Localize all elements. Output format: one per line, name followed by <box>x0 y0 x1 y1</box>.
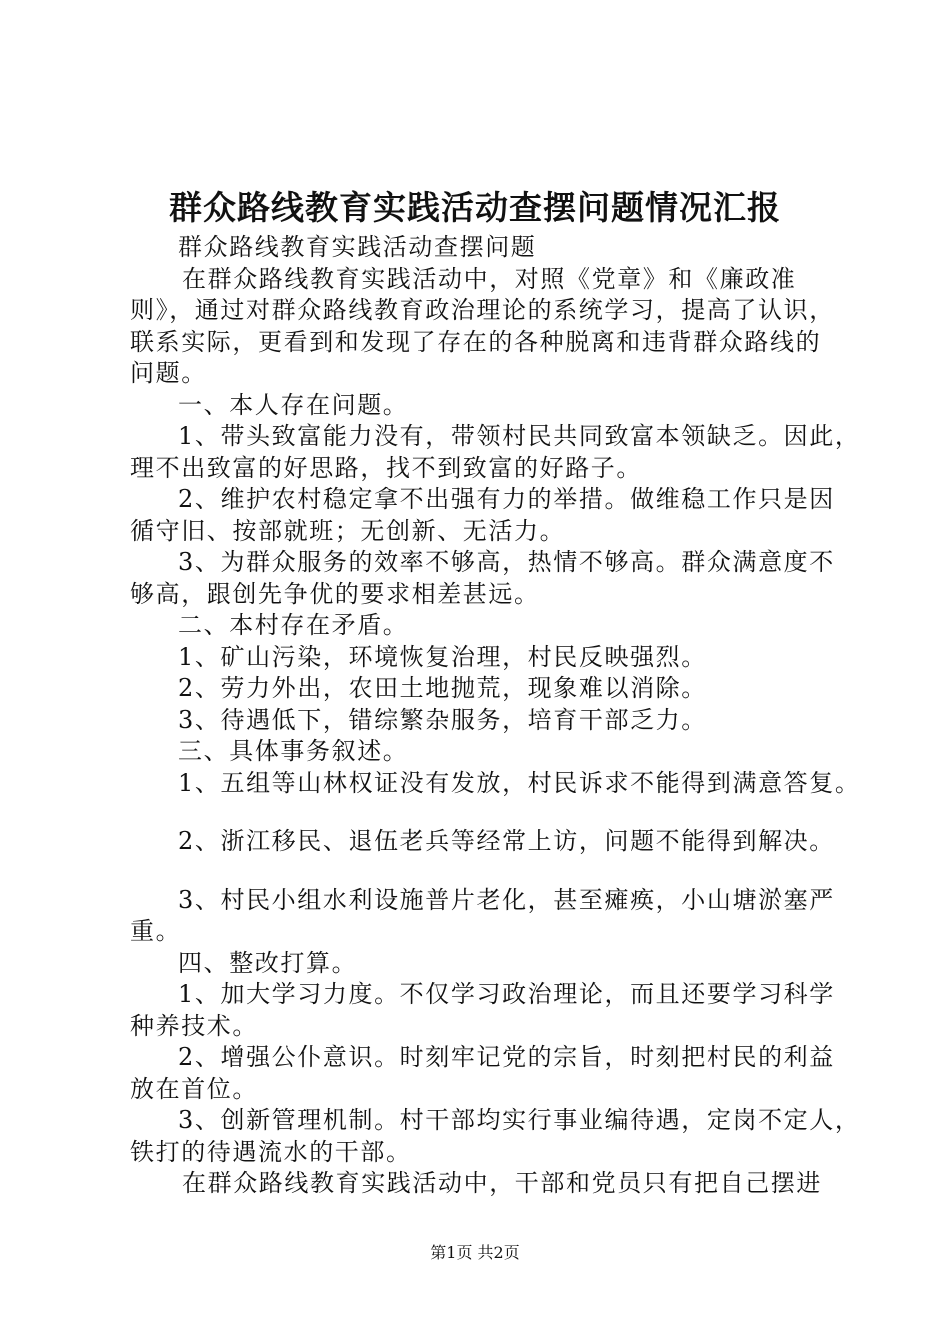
paragraph-line: 够高，跟创先争优的要求相差甚远。 <box>130 579 540 608</box>
paragraph-line: 铁打的待遇流水的干部。 <box>130 1137 412 1166</box>
paragraph-line: 2、浙江移民、退伍老兵等经常上访，问题不能得到解决。 <box>178 827 835 855</box>
subtitle-line: 群众路线教育实践活动查摆问题 <box>178 233 537 261</box>
paragraph-line: 则》，通过对群众路线教育政治理论的系统学习，提高了认识， <box>130 296 835 324</box>
paragraph-line: 1、五组等山林权证没有发放，村民诉求不能得到满意答复。 <box>178 768 861 797</box>
paragraph-line: 3、创新管理机制。村干部均实行事业编待遇，定岗不定人， <box>178 1106 861 1134</box>
paragraph-line: 2、维护农村稳定拿不出强有力的举措。做维稳工作只是因 <box>178 485 835 513</box>
page-number-footer: 第1页 共2页 <box>430 1243 520 1262</box>
blank-line <box>130 799 850 826</box>
section-heading: 一、本人存在问题。 <box>178 390 409 419</box>
document-title: 群众路线教育实践活动查摆问题情况汇报 <box>169 188 781 227</box>
paragraph-line: 联系实际，更看到和发现了存在的各种脱离和违背群众路线的 <box>130 327 822 356</box>
paragraph-line: 理不出致富的好思路，找不到致富的好路子。 <box>130 453 642 482</box>
paragraph-line: 2、增强公仆意识。时刻牢记党的宗旨，时刻把村民的利益 <box>178 1043 835 1071</box>
paragraph-line: 3、为群众服务的效率不够高，热情不够高。群众满意度不 <box>178 548 835 576</box>
paragraph-line: 问题。 <box>130 359 207 387</box>
paragraph-line: 循守旧、按部就班；无创新、无活力。 <box>130 516 566 545</box>
section-heading: 四、整改打算。 <box>178 948 358 977</box>
paragraph-line: 1、带头致富能力没有，带领村民共同致富本领缺乏。因此， <box>178 422 861 450</box>
paragraph-line: 重。 <box>130 917 182 945</box>
paragraph-line: 在群众路线教育实践活动中，干部和党员只有把自己摆进 <box>182 1169 822 1197</box>
paragraph-line: 放在首位。 <box>130 1074 258 1103</box>
document-body <box>130 232 861 1200</box>
paragraph-line: 1、矿山污染，环境恢复治理，村民反映强烈。 <box>178 642 707 671</box>
paragraph-line: 3、村民小组水利设施普片老化，甚至瘫痪，小山塘淤塞严 <box>178 885 835 914</box>
paragraph-line: 3、待遇低下，错综繁杂服务，培育干部乏力。 <box>178 705 707 734</box>
paragraph-line: 在群众路线教育实践活动中，对照《党章》和《廉政准 <box>182 264 797 293</box>
blank-line <box>130 858 850 885</box>
paragraph-line: 1、加大学习力度。不仅学习政治理论，而且还要学习科学 <box>178 980 835 1008</box>
section-heading: 二、本村存在矛盾。 <box>178 611 409 639</box>
section-heading: 三、具体事务叙述。 <box>178 737 409 765</box>
paragraph-line: 种养技术。 <box>130 1011 258 1040</box>
paragraph-line: 2、劳力外出，农田土地抛荒，现象难以消除。 <box>178 674 707 702</box>
